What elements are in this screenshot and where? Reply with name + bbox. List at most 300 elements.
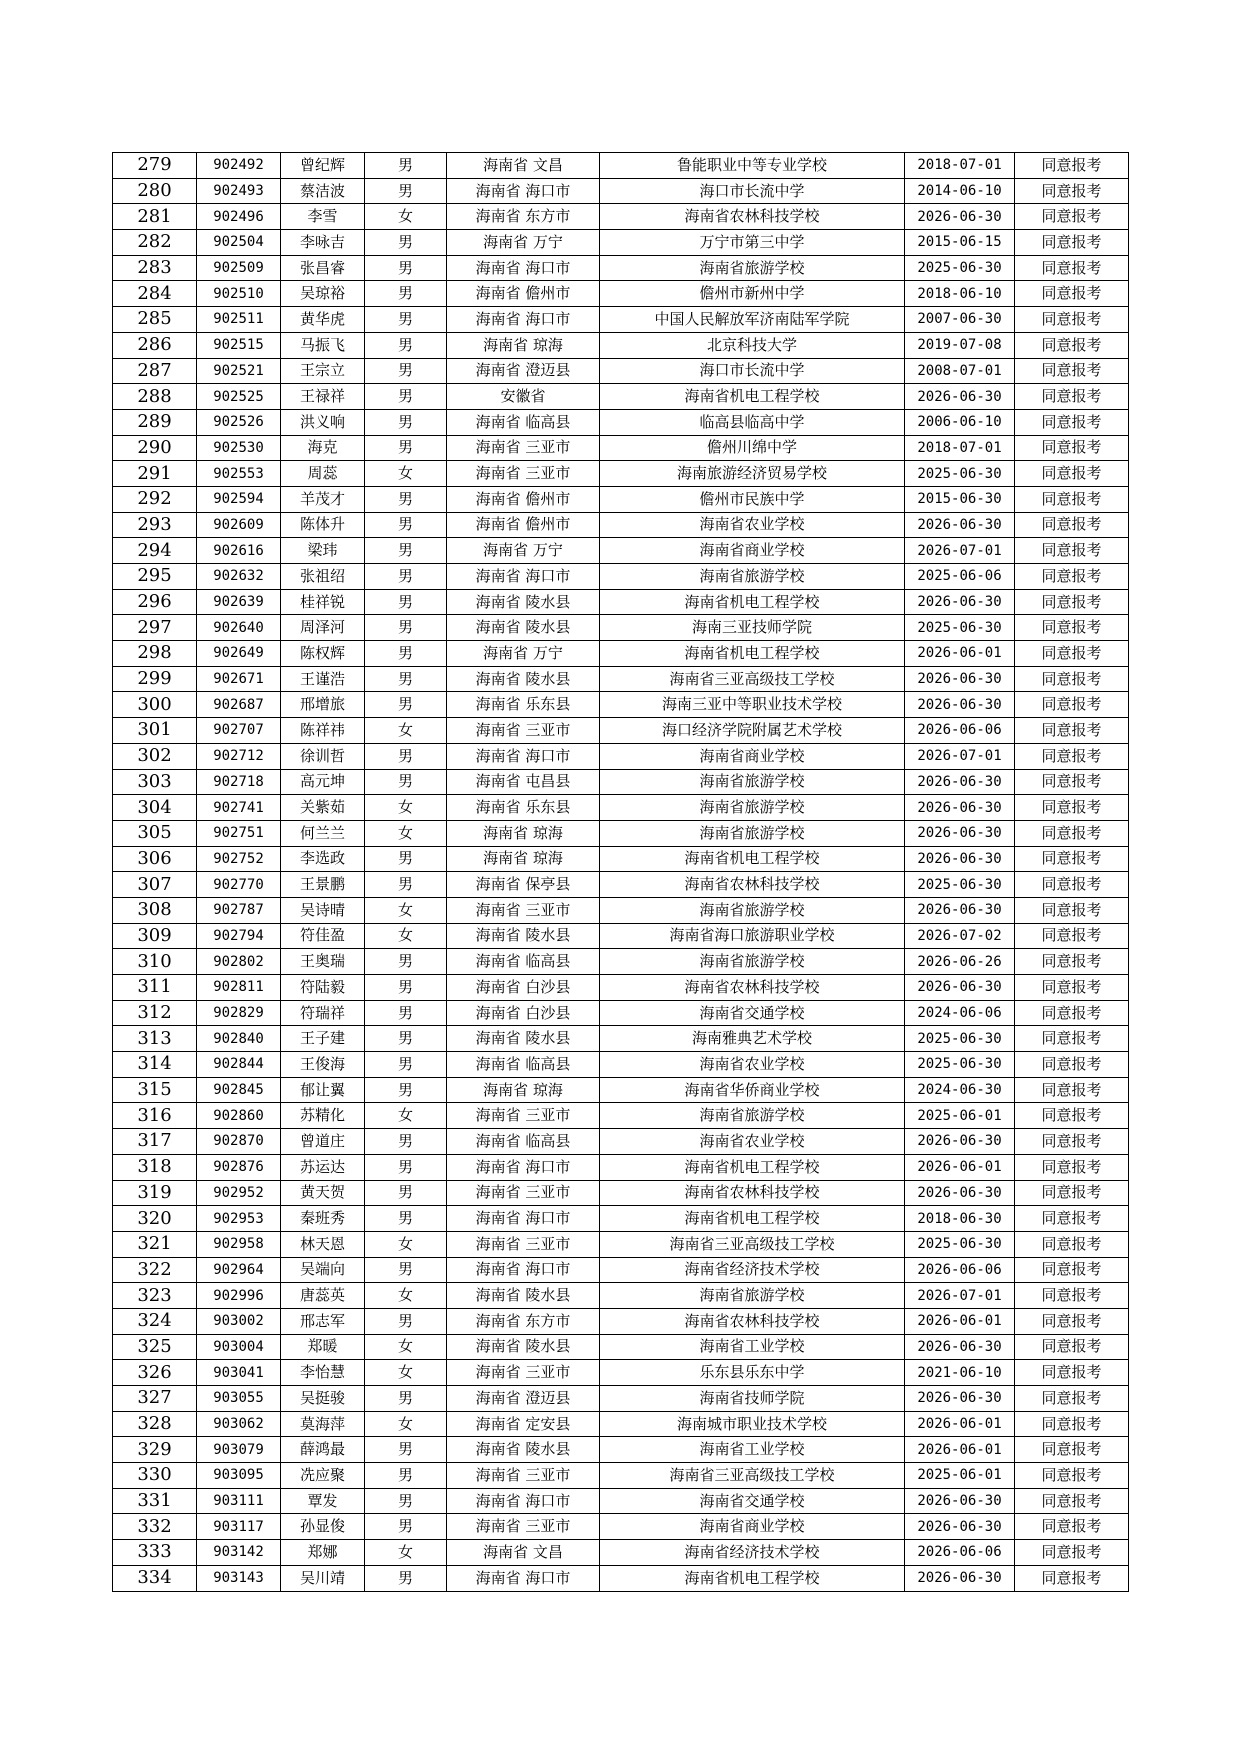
gender-cell: 男 <box>365 384 447 410</box>
status-cell: 同意报考 <box>1015 1000 1129 1026</box>
status-cell: 同意报考 <box>1015 1257 1129 1283</box>
candidate-name-cell: 洪义响 <box>281 409 365 435</box>
school-cell: 海南省机电工程学校 <box>600 384 905 410</box>
table-row <box>113 897 1129 923</box>
candidate-name-cell: 王俊海 <box>281 1052 365 1078</box>
row-number-cell: 334 <box>113 1565 197 1591</box>
region-cell: 海南省 三亚市 <box>447 461 600 487</box>
region-cell: 海南省 陵水县 <box>447 1283 600 1309</box>
region-cell: 海南省 海口市 <box>447 178 600 204</box>
table-row <box>113 666 1129 692</box>
table-row <box>113 1129 1129 1155</box>
row-number-cell: 304 <box>113 795 197 821</box>
region-cell: 海南省 三亚市 <box>447 435 600 461</box>
table-row <box>113 1026 1129 1052</box>
exam-id-cell: 902649 <box>197 641 281 667</box>
status-cell: 同意报考 <box>1015 1206 1129 1232</box>
school-cell: 海南省商业学校 <box>600 538 905 564</box>
exam-id-cell: 902802 <box>197 949 281 975</box>
row-number-cell: 300 <box>113 692 197 718</box>
graduation-date-cell: 2015-06-15 <box>905 230 1015 256</box>
exam-id-cell: 902996 <box>197 1283 281 1309</box>
exam-id-cell: 902718 <box>197 769 281 795</box>
region-cell: 海南省 海口市 <box>447 1257 600 1283</box>
gender-cell: 女 <box>365 204 447 230</box>
exam-id-cell: 902876 <box>197 1154 281 1180</box>
school-cell: 海南省华侨商业学校 <box>600 1077 905 1103</box>
exam-id-cell: 902845 <box>197 1077 281 1103</box>
row-number-cell: 330 <box>113 1463 197 1489</box>
candidate-name-cell: 周蕊 <box>281 461 365 487</box>
table-row <box>113 512 1129 538</box>
status-cell: 同意报考 <box>1015 1026 1129 1052</box>
gender-cell: 男 <box>365 281 447 307</box>
row-number-cell: 282 <box>113 230 197 256</box>
status-cell: 同意报考 <box>1015 384 1129 410</box>
gender-cell: 男 <box>365 975 447 1001</box>
region-cell: 海南省 琼海 <box>447 1077 600 1103</box>
candidate-name-cell: 羊茂才 <box>281 486 365 512</box>
row-number-cell: 324 <box>113 1308 197 1334</box>
candidate-name-cell: 符陆毅 <box>281 975 365 1001</box>
gender-cell: 女 <box>365 1360 447 1386</box>
exam-id-cell: 903142 <box>197 1540 281 1566</box>
table-row <box>113 435 1129 461</box>
table-row <box>113 1540 1129 1566</box>
exam-id-cell: 902707 <box>197 718 281 744</box>
school-cell: 海南旅游经济贸易学校 <box>600 461 905 487</box>
exam-id-cell: 902639 <box>197 589 281 615</box>
graduation-date-cell: 2026-06-01 <box>905 1308 1015 1334</box>
school-cell: 海南省商业学校 <box>600 743 905 769</box>
gender-cell: 男 <box>365 1129 447 1155</box>
gender-cell: 男 <box>365 769 447 795</box>
region-cell: 海南省 琼海 <box>447 820 600 846</box>
table-row <box>113 692 1129 718</box>
school-cell: 海南省农林科技学校 <box>600 1308 905 1334</box>
status-cell: 同意报考 <box>1015 1180 1129 1206</box>
table-body <box>113 153 1129 1592</box>
exam-id-cell: 902504 <box>197 230 281 256</box>
status-cell: 同意报考 <box>1015 512 1129 538</box>
school-cell: 海南省海口旅游职业学校 <box>600 923 905 949</box>
region-cell: 安徽省 <box>447 384 600 410</box>
school-cell: 海南省旅游学校 <box>600 795 905 821</box>
row-number-cell: 289 <box>113 409 197 435</box>
school-cell: 海南雅典艺术学校 <box>600 1026 905 1052</box>
graduation-date-cell: 2026-06-30 <box>905 1514 1015 1540</box>
table-row <box>113 795 1129 821</box>
status-cell: 同意报考 <box>1015 1488 1129 1514</box>
gender-cell: 女 <box>365 461 447 487</box>
status-cell: 同意报考 <box>1015 1154 1129 1180</box>
exam-id-cell: 902493 <box>197 178 281 204</box>
status-cell: 同意报考 <box>1015 358 1129 384</box>
graduation-date-cell: 2026-06-30 <box>905 1334 1015 1360</box>
exam-id-cell: 902521 <box>197 358 281 384</box>
school-cell: 海南城市职业技术学校 <box>600 1411 905 1437</box>
graduation-date-cell: 2026-06-30 <box>905 846 1015 872</box>
graduation-date-cell: 2014-06-10 <box>905 178 1015 204</box>
table-row <box>113 743 1129 769</box>
school-cell: 海南省商业学校 <box>600 1514 905 1540</box>
row-number-cell: 318 <box>113 1154 197 1180</box>
region-cell: 海南省 东方市 <box>447 204 600 230</box>
status-cell: 同意报考 <box>1015 1514 1129 1540</box>
exam-id-cell: 902787 <box>197 897 281 923</box>
candidate-name-cell: 李雪 <box>281 204 365 230</box>
candidate-name-cell: 吴端向 <box>281 1257 365 1283</box>
region-cell: 海南省 儋州市 <box>447 281 600 307</box>
status-cell: 同意报考 <box>1015 1129 1129 1155</box>
region-cell: 海南省 万宁 <box>447 538 600 564</box>
table-row <box>113 204 1129 230</box>
region-cell: 海南省 乐东县 <box>447 795 600 821</box>
candidate-name-cell: 陈祥祎 <box>281 718 365 744</box>
school-cell: 海南省机电工程学校 <box>600 1206 905 1232</box>
gender-cell: 男 <box>365 255 447 281</box>
gender-cell: 男 <box>365 230 447 256</box>
table-row <box>113 1488 1129 1514</box>
gender-cell: 女 <box>365 1334 447 1360</box>
table-row <box>113 949 1129 975</box>
row-number-cell: 290 <box>113 435 197 461</box>
row-number-cell: 307 <box>113 872 197 898</box>
candidate-name-cell: 蔡洁波 <box>281 178 365 204</box>
table-row <box>113 1360 1129 1386</box>
row-number-cell: 292 <box>113 486 197 512</box>
status-cell: 同意报考 <box>1015 564 1129 590</box>
exam-id-cell: 902964 <box>197 1257 281 1283</box>
table-row <box>113 1257 1129 1283</box>
graduation-date-cell: 2025-06-30 <box>905 1026 1015 1052</box>
candidate-name-cell: 郑娜 <box>281 1540 365 1566</box>
gender-cell: 男 <box>365 1565 447 1591</box>
table-row <box>113 1000 1129 1026</box>
graduation-date-cell: 2025-06-30 <box>905 1052 1015 1078</box>
region-cell: 海南省 屯昌县 <box>447 769 600 795</box>
graduation-date-cell: 2018-06-10 <box>905 281 1015 307</box>
candidate-name-cell: 王奥瑞 <box>281 949 365 975</box>
status-cell: 同意报考 <box>1015 641 1129 667</box>
status-cell: 同意报考 <box>1015 1411 1129 1437</box>
status-cell: 同意报考 <box>1015 409 1129 435</box>
row-number-cell: 294 <box>113 538 197 564</box>
region-cell: 海南省 三亚市 <box>447 1360 600 1386</box>
table-row <box>113 307 1129 333</box>
status-cell: 同意报考 <box>1015 615 1129 641</box>
status-cell: 同意报考 <box>1015 1231 1129 1257</box>
graduation-date-cell: 2025-06-30 <box>905 615 1015 641</box>
gender-cell: 男 <box>365 332 447 358</box>
table-row <box>113 589 1129 615</box>
school-cell: 海南省农林科技学校 <box>600 204 905 230</box>
status-cell: 同意报考 <box>1015 1103 1129 1129</box>
status-cell: 同意报考 <box>1015 1077 1129 1103</box>
table-row <box>113 615 1129 641</box>
table-row <box>113 1514 1129 1540</box>
graduation-date-cell: 2026-06-06 <box>905 718 1015 744</box>
region-cell: 海南省 陵水县 <box>447 666 600 692</box>
status-cell: 同意报考 <box>1015 975 1129 1001</box>
school-cell: 海南省工业学校 <box>600 1334 905 1360</box>
exam-id-cell: 903055 <box>197 1386 281 1412</box>
row-number-cell: 279 <box>113 153 197 179</box>
status-cell: 同意报考 <box>1015 743 1129 769</box>
graduation-date-cell: 2026-06-01 <box>905 1411 1015 1437</box>
region-cell: 海南省 儋州市 <box>447 486 600 512</box>
gender-cell: 男 <box>365 641 447 667</box>
candidate-name-cell: 曾纪辉 <box>281 153 365 179</box>
status-cell: 同意报考 <box>1015 1308 1129 1334</box>
row-number-cell: 314 <box>113 1052 197 1078</box>
region-cell: 海南省 三亚市 <box>447 1231 600 1257</box>
row-number-cell: 333 <box>113 1540 197 1566</box>
status-cell: 同意报考 <box>1015 589 1129 615</box>
graduation-date-cell: 2026-06-30 <box>905 1180 1015 1206</box>
region-cell: 海南省 文昌 <box>447 153 600 179</box>
row-number-cell: 308 <box>113 897 197 923</box>
graduation-date-cell: 2026-06-30 <box>905 795 1015 821</box>
exam-id-cell: 902844 <box>197 1052 281 1078</box>
status-cell: 同意报考 <box>1015 461 1129 487</box>
graduation-date-cell: 2026-06-01 <box>905 1154 1015 1180</box>
school-cell: 海南三亚中等职业技术学校 <box>600 692 905 718</box>
region-cell: 海南省 乐东县 <box>447 692 600 718</box>
row-number-cell: 332 <box>113 1514 197 1540</box>
graduation-date-cell: 2026-06-30 <box>905 204 1015 230</box>
region-cell: 海南省 琼海 <box>447 332 600 358</box>
gender-cell: 男 <box>365 153 447 179</box>
graduation-date-cell: 2025-06-30 <box>905 255 1015 281</box>
candidate-table <box>112 152 1129 1592</box>
candidate-name-cell: 薛鸿最 <box>281 1437 365 1463</box>
gender-cell: 男 <box>365 1206 447 1232</box>
region-cell: 海南省 临高县 <box>447 1129 600 1155</box>
row-number-cell: 280 <box>113 178 197 204</box>
candidate-name-cell: 马振飞 <box>281 332 365 358</box>
candidate-name-cell: 吴琼裕 <box>281 281 365 307</box>
row-number-cell: 309 <box>113 923 197 949</box>
exam-id-cell: 902509 <box>197 255 281 281</box>
gender-cell: 男 <box>365 435 447 461</box>
candidate-name-cell: 张祖绍 <box>281 564 365 590</box>
candidate-name-cell: 李怡慧 <box>281 1360 365 1386</box>
table-row <box>113 153 1129 179</box>
table-row <box>113 1437 1129 1463</box>
school-cell: 万宁市第三中学 <box>600 230 905 256</box>
graduation-date-cell: 2024-06-30 <box>905 1077 1015 1103</box>
region-cell: 海南省 海口市 <box>447 1154 600 1180</box>
region-cell: 海南省 临高县 <box>447 949 600 975</box>
exam-id-cell: 902870 <box>197 1129 281 1155</box>
school-cell: 儋州市民族中学 <box>600 486 905 512</box>
status-cell: 同意报考 <box>1015 1540 1129 1566</box>
region-cell: 海南省 澄迈县 <box>447 1386 600 1412</box>
exam-id-cell: 903095 <box>197 1463 281 1489</box>
graduation-date-cell: 2026-06-30 <box>905 1488 1015 1514</box>
school-cell: 北京科技大学 <box>600 332 905 358</box>
gender-cell: 女 <box>365 718 447 744</box>
row-number-cell: 319 <box>113 1180 197 1206</box>
table-row <box>113 769 1129 795</box>
gender-cell: 男 <box>365 692 447 718</box>
region-cell: 海南省 海口市 <box>447 1488 600 1514</box>
graduation-date-cell: 2018-07-01 <box>905 435 1015 461</box>
exam-id-cell: 902496 <box>197 204 281 230</box>
graduation-date-cell: 2006-06-10 <box>905 409 1015 435</box>
table-row <box>113 564 1129 590</box>
candidate-name-cell: 黄华虎 <box>281 307 365 333</box>
candidate-name-cell: 唐蕊英 <box>281 1283 365 1309</box>
table-row <box>113 1206 1129 1232</box>
school-cell: 乐东县乐东中学 <box>600 1360 905 1386</box>
school-cell: 海南省经济技术学校 <box>600 1257 905 1283</box>
row-number-cell: 331 <box>113 1488 197 1514</box>
exam-id-cell: 902553 <box>197 461 281 487</box>
graduation-date-cell: 2015-06-30 <box>905 486 1015 512</box>
status-cell: 同意报考 <box>1015 666 1129 692</box>
gender-cell: 男 <box>365 307 447 333</box>
table-row <box>113 1334 1129 1360</box>
table-row <box>113 1231 1129 1257</box>
status-cell: 同意报考 <box>1015 897 1129 923</box>
status-cell: 同意报考 <box>1015 795 1129 821</box>
exam-id-cell: 902860 <box>197 1103 281 1129</box>
region-cell: 海南省 万宁 <box>447 230 600 256</box>
region-cell: 海南省 文昌 <box>447 1540 600 1566</box>
table-row <box>113 1386 1129 1412</box>
graduation-date-cell: 2026-06-30 <box>905 820 1015 846</box>
status-cell: 同意报考 <box>1015 1463 1129 1489</box>
school-cell: 海南省交通学校 <box>600 1488 905 1514</box>
table-row <box>113 461 1129 487</box>
exam-id-cell: 902794 <box>197 923 281 949</box>
row-number-cell: 313 <box>113 1026 197 1052</box>
gender-cell: 男 <box>365 666 447 692</box>
exam-id-cell: 902952 <box>197 1180 281 1206</box>
graduation-date-cell: 2018-07-01 <box>905 153 1015 179</box>
graduation-date-cell: 2026-06-30 <box>905 384 1015 410</box>
exam-id-cell: 902510 <box>197 281 281 307</box>
exam-id-cell: 902752 <box>197 846 281 872</box>
region-cell: 海南省 陵水县 <box>447 1437 600 1463</box>
school-cell: 海南省农林科技学校 <box>600 975 905 1001</box>
region-cell: 海南省 临高县 <box>447 1052 600 1078</box>
candidate-name-cell: 吴诗晴 <box>281 897 365 923</box>
row-number-cell: 328 <box>113 1411 197 1437</box>
candidate-name-cell: 符佳盈 <box>281 923 365 949</box>
region-cell: 海南省 海口市 <box>447 1565 600 1591</box>
candidate-name-cell: 海克 <box>281 435 365 461</box>
gender-cell: 男 <box>365 178 447 204</box>
school-cell: 海南省三亚高级技工学校 <box>600 1463 905 1489</box>
region-cell: 海南省 陵水县 <box>447 1026 600 1052</box>
candidate-name-cell: 邢增旅 <box>281 692 365 718</box>
exam-id-cell: 902671 <box>197 666 281 692</box>
exam-id-cell: 903111 <box>197 1488 281 1514</box>
exam-id-cell: 903079 <box>197 1437 281 1463</box>
row-number-cell: 312 <box>113 1000 197 1026</box>
status-cell: 同意报考 <box>1015 872 1129 898</box>
graduation-date-cell: 2007-06-30 <box>905 307 1015 333</box>
status-cell: 同意报考 <box>1015 820 1129 846</box>
graduation-date-cell: 2026-06-26 <box>905 949 1015 975</box>
school-cell: 海南省工业学校 <box>600 1437 905 1463</box>
graduation-date-cell: 2025-06-01 <box>905 1463 1015 1489</box>
school-cell: 海南省农林科技学校 <box>600 1180 905 1206</box>
table-row <box>113 332 1129 358</box>
table-row <box>113 255 1129 281</box>
status-cell: 同意报考 <box>1015 949 1129 975</box>
school-cell: 海南省旅游学校 <box>600 255 905 281</box>
candidate-name-cell: 郁让翼 <box>281 1077 365 1103</box>
school-cell: 海南省旅游学校 <box>600 820 905 846</box>
school-cell: 海南省农业学校 <box>600 512 905 538</box>
school-cell: 儋州市新州中学 <box>600 281 905 307</box>
gender-cell: 男 <box>365 564 447 590</box>
status-cell: 同意报考 <box>1015 281 1129 307</box>
row-number-cell: 293 <box>113 512 197 538</box>
region-cell: 海南省 陵水县 <box>447 589 600 615</box>
status-cell: 同意报考 <box>1015 230 1129 256</box>
status-cell: 同意报考 <box>1015 1565 1129 1591</box>
region-cell: 海南省 白沙县 <box>447 1000 600 1026</box>
candidate-name-cell: 王宗立 <box>281 358 365 384</box>
gender-cell: 男 <box>365 589 447 615</box>
graduation-date-cell: 2026-06-30 <box>905 897 1015 923</box>
region-cell: 海南省 海口市 <box>447 743 600 769</box>
gender-cell: 男 <box>365 409 447 435</box>
graduation-date-cell: 2025-06-30 <box>905 1231 1015 1257</box>
school-cell: 临高县临高中学 <box>600 409 905 435</box>
school-cell: 海南省交通学校 <box>600 1000 905 1026</box>
exam-id-cell: 902829 <box>197 1000 281 1026</box>
row-number-cell: 321 <box>113 1231 197 1257</box>
exam-id-cell: 902712 <box>197 743 281 769</box>
table-row <box>113 718 1129 744</box>
graduation-date-cell: 2026-07-01 <box>905 538 1015 564</box>
status-cell: 同意报考 <box>1015 923 1129 949</box>
exam-id-cell: 902609 <box>197 512 281 538</box>
row-number-cell: 329 <box>113 1437 197 1463</box>
graduation-date-cell: 2021-06-10 <box>905 1360 1015 1386</box>
exam-id-cell: 903062 <box>197 1411 281 1437</box>
gender-cell: 男 <box>365 1257 447 1283</box>
school-cell: 儋州川绵中学 <box>600 435 905 461</box>
exam-id-cell: 902515 <box>197 332 281 358</box>
status-cell: 同意报考 <box>1015 718 1129 744</box>
status-cell: 同意报考 <box>1015 1052 1129 1078</box>
status-cell: 同意报考 <box>1015 846 1129 872</box>
gender-cell: 男 <box>365 1463 447 1489</box>
status-cell: 同意报考 <box>1015 486 1129 512</box>
region-cell: 海南省 保亭县 <box>447 872 600 898</box>
candidate-name-cell: 邢志军 <box>281 1308 365 1334</box>
row-number-cell: 317 <box>113 1129 197 1155</box>
status-cell: 同意报考 <box>1015 435 1129 461</box>
row-number-cell: 286 <box>113 332 197 358</box>
gender-cell: 男 <box>365 1437 447 1463</box>
row-number-cell: 311 <box>113 975 197 1001</box>
candidate-name-cell: 周泽河 <box>281 615 365 641</box>
region-cell: 海南省 三亚市 <box>447 1514 600 1540</box>
region-cell: 海南省 东方市 <box>447 1308 600 1334</box>
gender-cell: 男 <box>365 1488 447 1514</box>
row-number-cell: 299 <box>113 666 197 692</box>
region-cell: 海南省 三亚市 <box>447 897 600 923</box>
school-cell: 海南省旅游学校 <box>600 949 905 975</box>
